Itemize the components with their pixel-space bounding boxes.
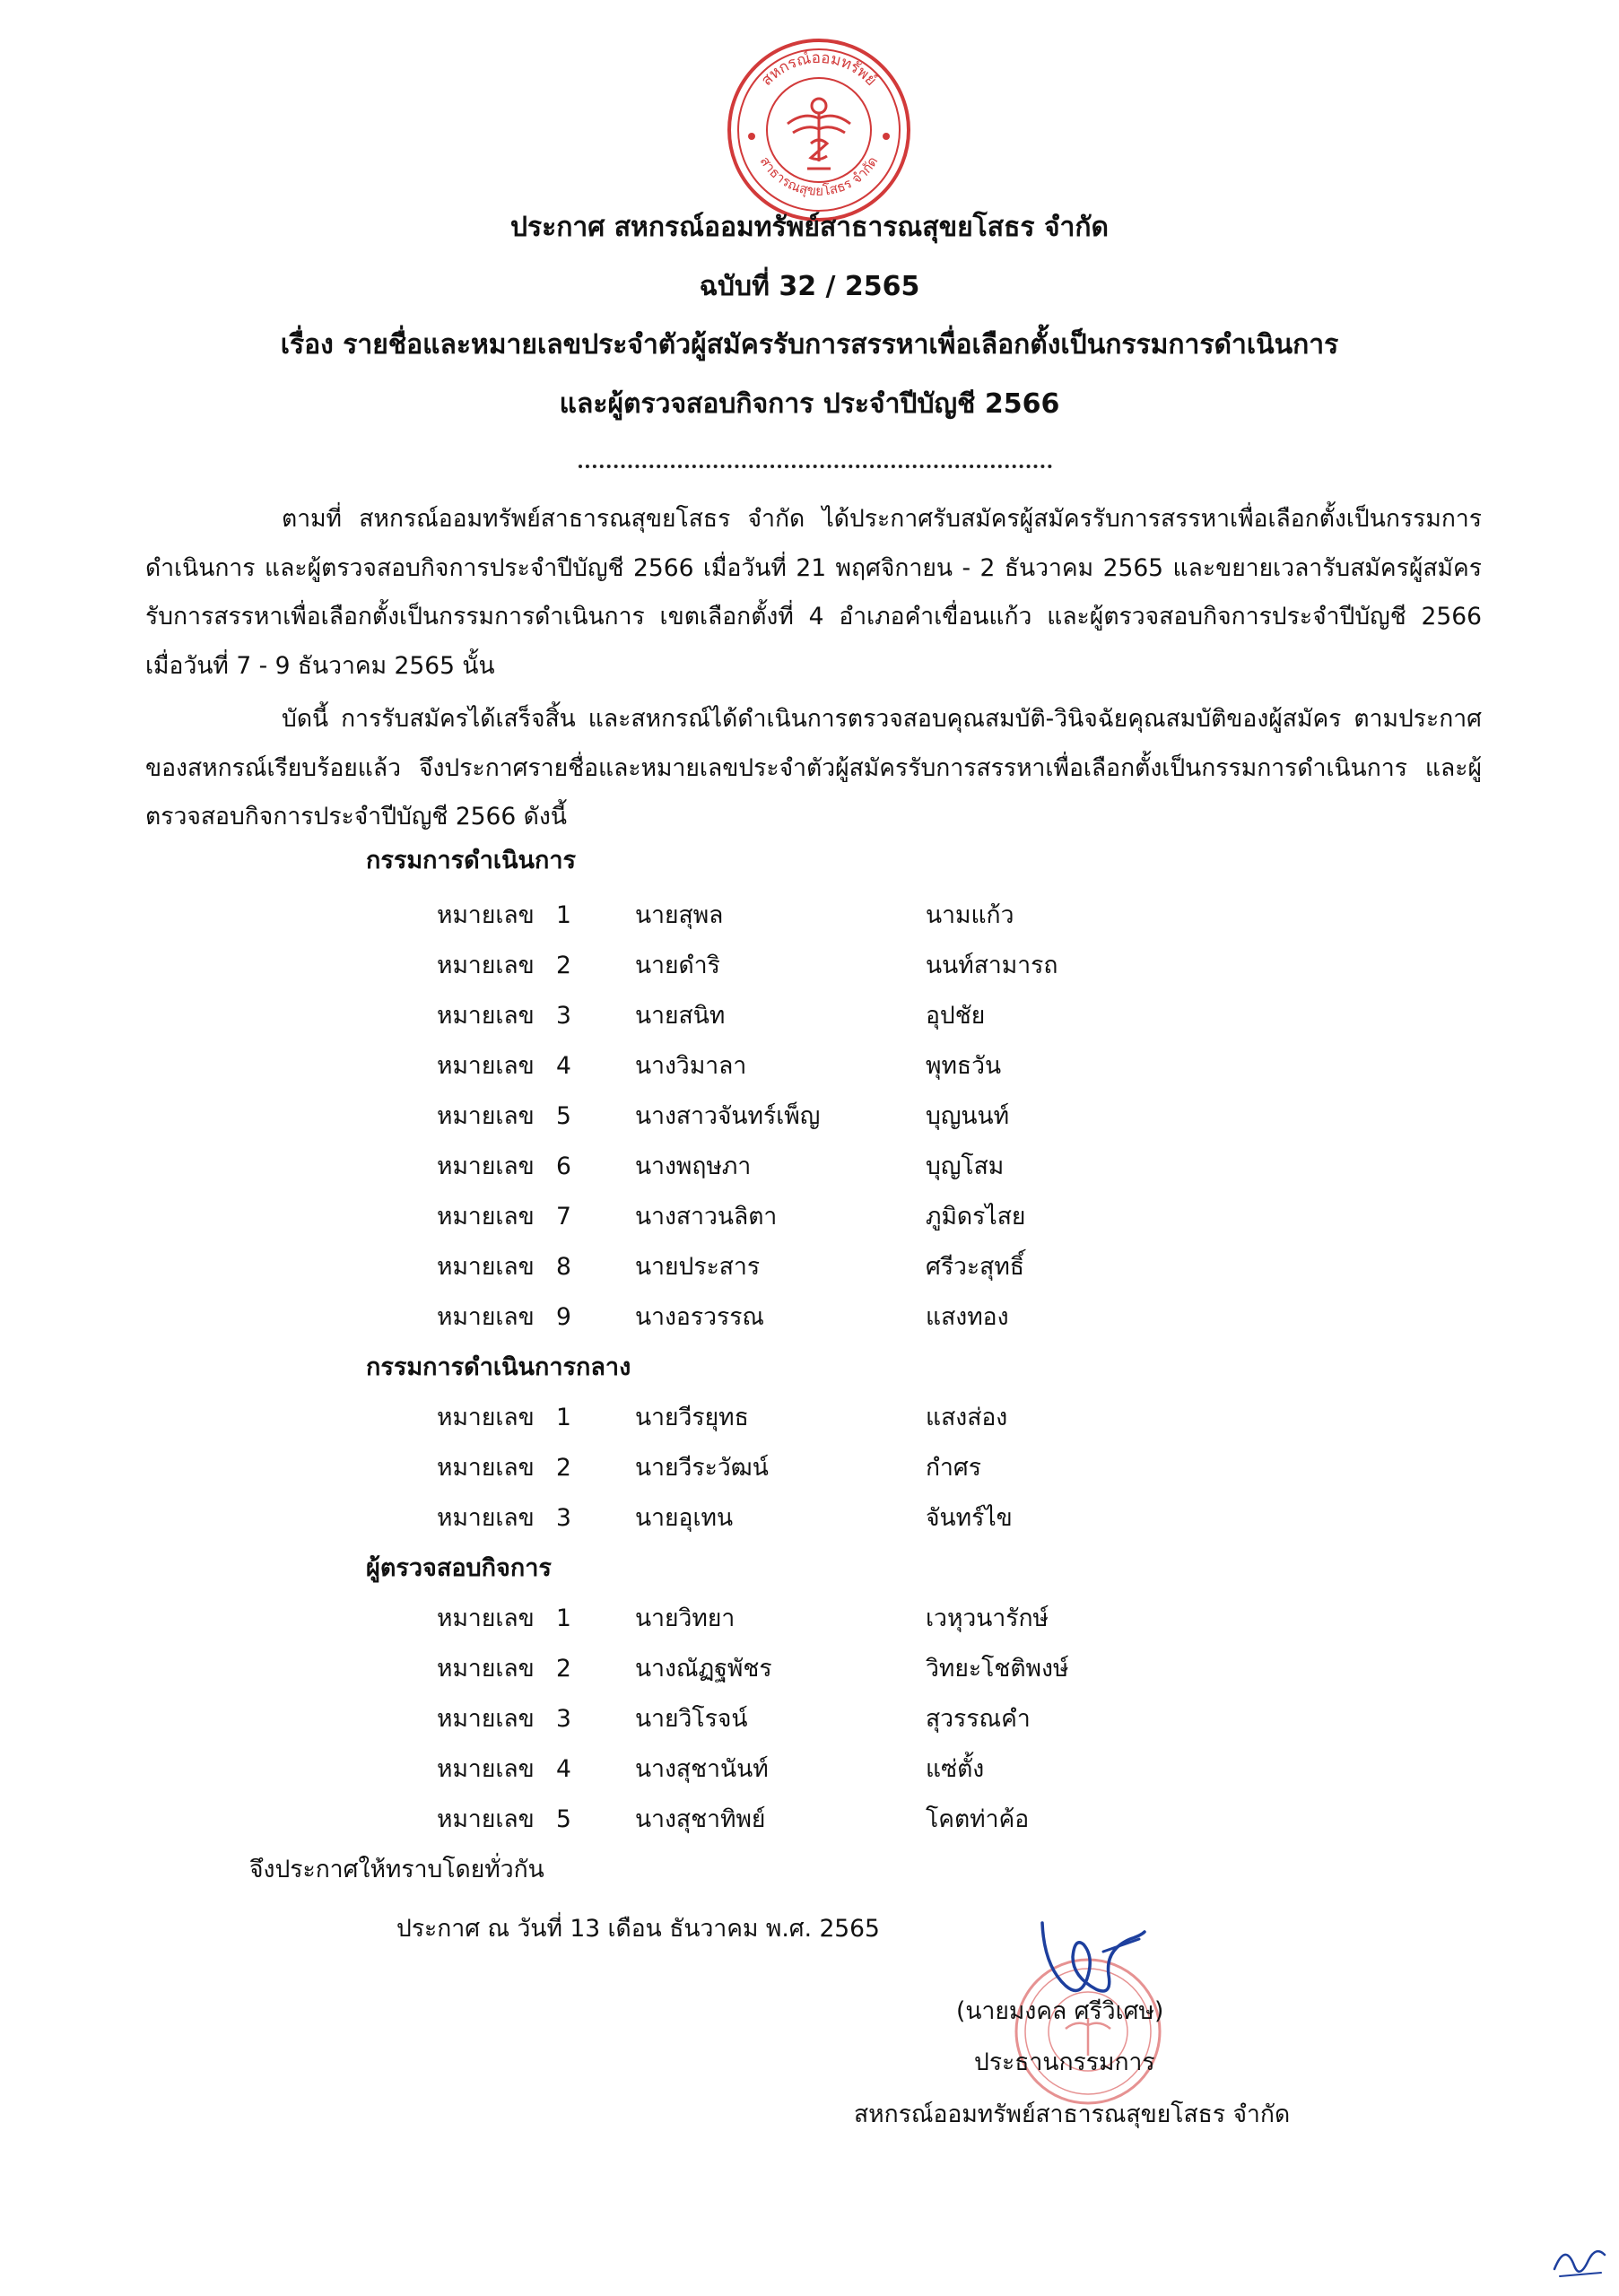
candidate-row: หมายเลข 1 นายวีรยุทธ แสงส่อง	[437, 1404, 1008, 1431]
announcement-number: ฉบับที่ 32 / 2565	[699, 271, 920, 302]
closing-statement: จึงประกาศให้ทราบโดยทั่วกัน	[249, 1856, 544, 1883]
signatory-organization: สหกรณ์ออมทรัพย์สาธารณสุขยโสธร จำกัด	[854, 2100, 1291, 2128]
candidate-row: หมายเลข 3 นายวิโรจน์ สุวรรณคำ	[437, 1705, 1031, 1733]
candidate-row: หมายเลข 3 นายอุเทน จันทร์ไข	[437, 1504, 1013, 1532]
body-paragraph-2: บัดนี้ การรับสมัครได้เสร็จสิ้น และสหกรณ์ได้ดำเนินการตรวจสอบคุณสมบัติ-วินิจฉัยคุณสมบัติของผู้สมัคร ตามประกาศของสหกรณ์เรียบร้อยแล้ว จึงประกาศรายชื่อและหมายเลขประจำตัวผู้สมัครรับการสรรหาเพื่อเลือกตั้งเป็นกรรมการดำเนินการ และผู้ตรวจสอบกิจการประจำปีบัญชี 2566 ดังนี้	[145, 705, 1482, 831]
seal-text-bottom: สาธารณสุขยโสธร จำกัด	[756, 153, 882, 199]
candidate-row: หมายเลข 1 นายวิทยา เวหุวนารักษ์	[437, 1605, 1049, 1632]
candidate-row: หมายเลข 5 นางสุชาทิพย์ โคตท่าค้อ	[437, 1805, 1030, 1833]
candidate-row: หมายเลข 2 นางณัฏฐพัชร วิทยะโชติพงษ์	[437, 1655, 1069, 1683]
candidate-row: หมายเลข 9 นางอรวรรณ แสงทอง	[437, 1303, 1009, 1331]
cooperative-seal	[725, 36, 913, 224]
initials-mark	[1547, 2233, 1610, 2287]
candidate-row: หมายเลข 3 นายสนิท อุปชัย	[437, 1002, 986, 1030]
candidate-row: หมายเลข 5 นางสาวจันทร์เพ็ญ บุญนนท์	[437, 1102, 1010, 1130]
candidate-row: หมายเลข 6 นางพฤษภา บุญโสม	[437, 1152, 1005, 1180]
body-paragraph-1: ตามที่ สหกรณ์ออมทรัพย์สาธารณสุขยโสธร จำกัด ได้ประกาศรับสมัครผู้สมัครรับการสรรหาเพื่อเลือกตั้งเป็นกรรมการดำเนินการ และผู้ตรวจสอบกิจการประจำปีบัญชี 2566 เมื่อวันที่ 21 พฤศจิกายน - 2 ธันวาคม 2565 และขยายเวลารับสมัครผู้สมัครรับการสรรหาเพื่อเลือกตั้งเป็นกรรมการดำเนินการ เขตเลือกตั้งที่ 4 อำเภอคำเขื่อนแก้ว และผู้ตรวจสอบกิจการประจำปีบัญชี 2566 เมื่อวันที่ 7 - 9 ธันวาคม 2565 นั้น	[145, 505, 1482, 680]
announcement-date: ประกาศ ณ วันที่ 13 เดือน ธันวาคม พ.ศ. 2565	[396, 1915, 880, 1943]
seal-text-top: สหกรณ์ออมทรัพย์	[757, 48, 881, 90]
section-title-central-board: กรรมการดำเนินการกลาง	[366, 1353, 631, 1381]
candidate-row: หมายเลข 7 นางสาวนลิตา ภูมิดรไสย	[437, 1203, 1026, 1231]
candidate-row: หมายเลข 2 นายวีระวัฒน์ กำศร	[437, 1454, 981, 1482]
announcement-subject: เรื่อง รายชื่อและหมายเลขประจำตัวผู้สมัครรับการสรรหาเพื่อเลือกตั้งเป็นกรรมการดำเนินการ	[280, 329, 1339, 361]
garuda-emblem-icon	[788, 99, 850, 169]
candidate-row: หมายเลข 8 นายประสาร ศรีวะสุทธิ์	[437, 1253, 1024, 1281]
signatory-name: (นายมงคล ศรีวิเศษ)	[956, 1997, 1164, 2025]
announcement-subject-cont: และผู้ตรวจสอบกิจการ ประจำปีบัญชี 2566	[559, 388, 1060, 420]
candidate-row: หมายเลข 4 นางวิมาลา พุทธวัน	[437, 1052, 1002, 1080]
candidate-row: หมายเลข 4 นางสุชานันท์ แซ่ตั้ง	[437, 1755, 985, 1783]
announcement-title: ประกาศ สหกรณ์ออมทรัพย์สาธารณสุขยโสธร จำกัด	[509, 212, 1110, 243]
candidate-row: หมายเลข 1 นายสุพล นามแก้ว	[437, 901, 1014, 929]
separator-dotted-line	[579, 465, 1052, 468]
section-title-auditors: ผู้ตรวจสอบกิจการ	[366, 1554, 552, 1582]
signatory-position: ประธานกรรมการ	[974, 2048, 1155, 2076]
svg-text:สหกรณ์ออมทรัพย์	[758, 49, 880, 90]
section-title-board: กรรมการดำเนินการ	[366, 847, 577, 874]
candidate-row: หมายเลข 2 นายดำริ นนท์สามารถ	[437, 952, 1058, 979]
